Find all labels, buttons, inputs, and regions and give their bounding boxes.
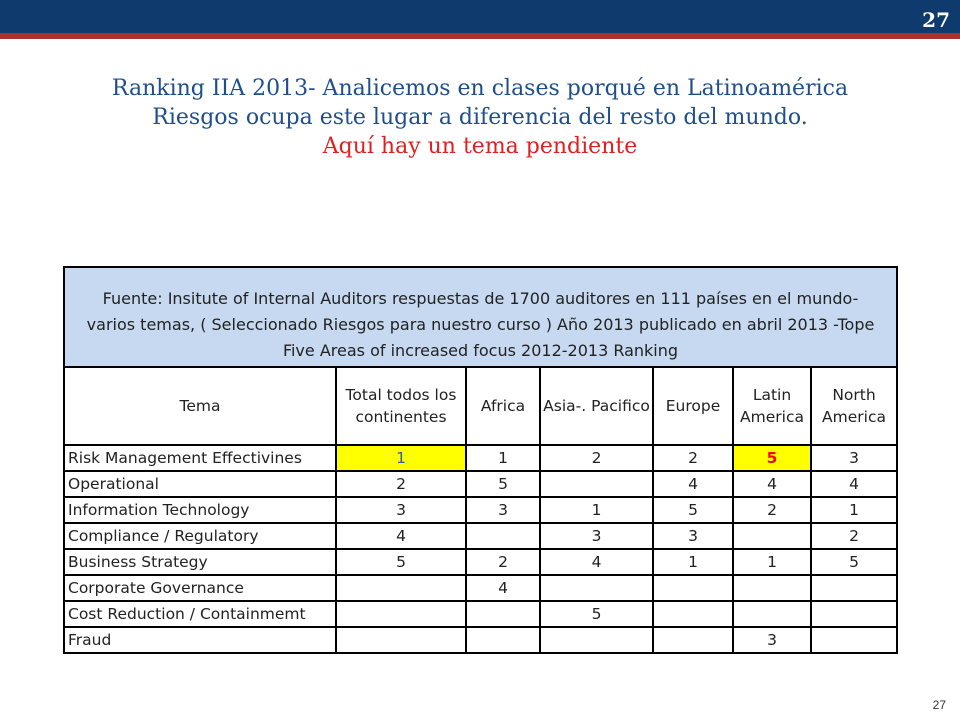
cell-latin: 3 — [733, 627, 811, 653]
ranking-table — [63, 266, 898, 654]
table-row — [64, 627, 897, 653]
cell-north: 1 — [811, 497, 897, 523]
cell-tema: Risk Management Effectivines — [64, 445, 336, 471]
cell-total: 5 — [336, 549, 466, 575]
cell-africa: 3 — [466, 497, 540, 523]
table-row — [64, 575, 897, 601]
col-header-asia: Asia-. Pacifico — [540, 367, 653, 445]
top-banner — [0, 0, 960, 33]
cell-europe: 3 — [653, 523, 733, 549]
slide-title — [0, 74, 960, 161]
col-header-latin-line1: Latin — [752, 386, 792, 404]
cell-latin: 4 — [733, 471, 811, 497]
cell-africa: 2 — [466, 549, 540, 575]
cell-asia — [540, 575, 653, 601]
col-header-latin — [733, 367, 811, 445]
slide-number-top: 27 — [922, 8, 950, 32]
col-header-total-line1: Total todos los — [345, 386, 457, 404]
table-row — [64, 549, 897, 575]
col-header-latin-line2: America — [740, 408, 804, 426]
slide-number-bottom: 27 — [932, 698, 946, 712]
col-header-total-line2: continentes — [355, 408, 447, 426]
title-line-3: Aquí hay un tema pendiente — [322, 134, 638, 159]
source-line-1: Fuente: Insitute of Internal Auditors respuestas de 1700 auditores en 111 países en el mundo- — [102, 289, 859, 308]
accent-line — [0, 33, 960, 39]
cell-total: 4 — [336, 523, 466, 549]
cell-total: 3 — [336, 497, 466, 523]
cell-africa — [466, 601, 540, 627]
col-header-africa: Africa — [466, 367, 540, 445]
cell-tema: Business Strategy — [64, 549, 336, 575]
cell-total-highlight: 1 — [336, 445, 466, 471]
col-header-north-line2: America — [822, 408, 886, 426]
cell-europe: 5 — [653, 497, 733, 523]
cell-tema: Operational — [64, 471, 336, 497]
cell-asia: 2 — [540, 445, 653, 471]
cell-tema: Corporate Governance — [64, 575, 336, 601]
cell-north — [811, 601, 897, 627]
cell-africa — [466, 627, 540, 653]
cell-north — [811, 575, 897, 601]
cell-tema: Cost Reduction / Containmemt — [64, 601, 336, 627]
cell-asia — [540, 627, 653, 653]
cell-north: 4 — [811, 471, 897, 497]
cell-africa — [466, 523, 540, 549]
table-source-header — [64, 267, 897, 367]
cell-latin — [733, 601, 811, 627]
col-header-north-line1: North — [832, 386, 876, 404]
table-row — [64, 497, 897, 523]
column-header-row — [64, 367, 897, 445]
title-line-1: Ranking IIA 2013- Analicemos en clases porqué en Latinoamérica — [111, 76, 849, 101]
cell-europe: 1 — [653, 549, 733, 575]
table-row — [64, 445, 897, 471]
cell-asia: 4 — [540, 549, 653, 575]
cell-latin — [733, 575, 811, 601]
table-row — [64, 601, 897, 627]
cell-latin-highlight: 5 — [733, 445, 811, 471]
cell-europe: 2 — [653, 445, 733, 471]
table-row — [64, 471, 897, 497]
cell-latin: 2 — [733, 497, 811, 523]
cell-europe — [653, 627, 733, 653]
source-line-3: Five Areas of increased focus 2012-2013 Ranking — [282, 341, 679, 360]
cell-north: 3 — [811, 445, 897, 471]
cell-total — [336, 627, 466, 653]
cell-total: 2 — [336, 471, 466, 497]
cell-tema: Compliance / Regulatory — [64, 523, 336, 549]
cell-latin: 1 — [733, 549, 811, 575]
cell-europe: 4 — [653, 471, 733, 497]
cell-total — [336, 575, 466, 601]
cell-asia: 5 — [540, 601, 653, 627]
cell-total — [336, 601, 466, 627]
cell-north — [811, 627, 897, 653]
cell-africa: 5 — [466, 471, 540, 497]
col-header-europe: Europe — [653, 367, 733, 445]
table-row — [64, 523, 897, 549]
col-header-tema: Tema — [64, 367, 336, 445]
cell-asia: 1 — [540, 497, 653, 523]
source-line-2: varios temas, ( Seleccionado Riesgos para nuestro curso ) Año 2013 publicado en abril 2013 -Tope — [86, 315, 875, 334]
cell-europe — [653, 575, 733, 601]
cell-asia: 3 — [540, 523, 653, 549]
col-header-north — [811, 367, 897, 445]
cell-latin — [733, 523, 811, 549]
cell-europe — [653, 601, 733, 627]
title-line-2: Riesgos ocupa este lugar a diferencia del resto del mundo. — [152, 105, 808, 130]
cell-north: 5 — [811, 549, 897, 575]
col-header-total — [336, 367, 466, 445]
cell-north: 2 — [811, 523, 897, 549]
cell-tema: Information Technology — [64, 497, 336, 523]
cell-africa: 1 — [466, 445, 540, 471]
cell-asia — [540, 471, 653, 497]
cell-africa: 4 — [466, 575, 540, 601]
cell-tema: Fraud — [64, 627, 336, 653]
